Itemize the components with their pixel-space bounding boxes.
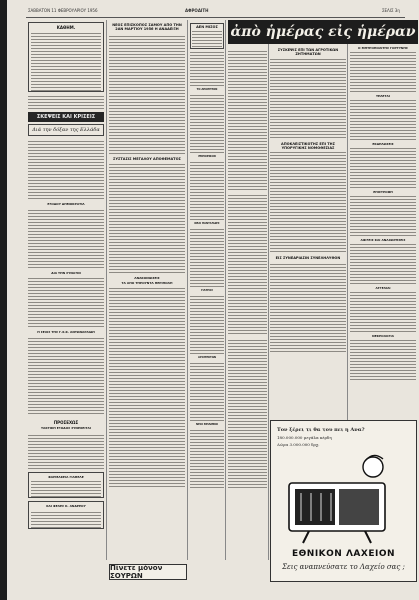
text-block [350,244,416,284]
text-block [350,340,416,380]
text-block [350,52,416,92]
text-block [28,95,104,109]
item-heading: ΑΦΙΞΕΙΣ ΚΑΙ ΑΝΑΧΩΡΗΣΕΙΣ [360,238,406,242]
masthead-box-title: ΚΑΘΗΜ. [56,25,76,30]
article-heading: ΤΑ ΑΠΟ ΤΗΡΟΥΝΤΑ ΠΕΡΙΠΟΛΗ [121,281,173,285]
article-heading: ΕΞΟΔΟΥ ΔΗΜΟΚΡΑΤΙΑ [47,202,85,206]
column-3-head-text [192,31,222,47]
souron-ad-text: Πίνετε μόνον ΣΟΥΡΩΝ [110,564,163,580]
article-text [270,262,346,352]
subtitle: Διά την δόξαν της Ελλάδα [32,127,100,133]
item-heading: ΤΕΛΕΤΑΙ [376,94,390,98]
article-heading: ΣΥΣΚΕΨΙΣ ΕΠΙ ΤΩΝ ΑΓΡΟΤΙΚΩΝ ΖΗΤΗΜΑΤΩΝ [277,48,339,56]
accordion-player-illustration [281,453,401,545]
page-number: ΣΕΛΙΣ 3η [382,8,400,13]
header-rule [26,17,405,18]
article-heading: Η ΣΕΛΙΣ ΤΗΣ Γ.Χ.Κ. ΑΝΤΩΝΑΡΑΙΔΗ [37,330,95,334]
date-line: ΣΑΒΒΑΤΟΝ 11 ΦΕΒΡΟΥΑΡΙΟΥ 1956 [28,8,98,13]
pharmacy-title: ΦΑΡΜΑΚΕΙΑ ΓΙΑΘΕΛΕ [48,475,84,479]
shop-box [28,501,104,529]
item-heading: Ο ΜΗΤΡΟΠΟΛΙΤΗΣ ΓΟΡΤΥΝΗΣ [358,46,408,50]
article-text [109,163,185,273]
lottery-ad [270,420,417,582]
column-2 [109,20,185,560]
paper-name: ΑΦΡΟΔΙΤΗ [185,8,209,13]
text-block [350,148,416,188]
item-heading: ΝΕΚΡΟΛΟΓΙΑ [372,334,394,338]
text-block [190,160,224,220]
item-heading: ΕΚΔΗΛΩΣΕΙΣ [372,142,394,146]
notice-heading: ΠΡΟΣΕΧΩΣ [53,420,79,425]
article-text [28,336,104,414]
text-block [228,338,267,488]
lottery-title: ΕΘΝΙΚΟΝ ΛΑΧΕΙΟΝ [291,549,396,559]
column-rule [187,20,188,560]
text-block [228,194,267,334]
item-heading: ΤΟ ΑΠΟΡΗΤΟΝ [196,88,218,91]
column-3-head: ΔΕΝ ΜΙΣΟΣ [196,25,218,29]
shop-text [31,510,101,528]
text-block [350,292,416,332]
item-heading: ΝΕΑΙ ΠΑΝΤΑΞΙΔΕΣ [194,222,220,225]
lottery-slogan: Σεις αναπνεύσατε το Λαχείο σας ; [282,563,405,571]
item-heading: ΓΙΑΤΡΟΣ [201,289,213,292]
text-block [190,428,224,488]
section-title: ΣΚΕΨΕΙΣ ΚΑΙ ΚΡΙΣΕΙΣ [28,112,104,122]
masthead-box [28,22,104,92]
article-heading: ΕΙΣ ΣΥΝΕΔΡΙΑΣΙΝ ΣΥΝΕΛΗΛΥΘΟΝ [275,256,341,260]
notice-subheading: ΤΑΚΤΙΚΗ ΕΞΟΔΟΣ ΣΥΝΕΧΕΙΤΑΙ [41,426,91,430]
item-heading: ΕΜΠΟΡΙΚΟΝ [198,155,216,158]
column-5 [350,20,416,410]
article-text [28,208,104,268]
column-3 [190,20,224,560]
article-heading: ΑΝΑΚΟΙΝΩΣΕΙΣ [134,276,160,280]
article-text [28,277,104,327]
pharmacy-box [28,472,104,498]
text-block [350,100,416,140]
item-heading: ΑΡΧΙΤΕΚΤΩΝ [198,356,216,359]
masthead-box-text [31,33,101,91]
lead-headline: ΝΕΟΣ ΕΠΙΣΚΟΠΟΣ ΣΑΜΟΥ ΑΠΟ ΤΗΝ 2ΑΝ ΜΑΡΤΙΟΥ 1956 Η ΑΝΑΔΕΙΞΗ [112,23,182,31]
item-heading: ΕΠΙΣΤΡΟΦΗ [373,190,393,194]
text-block [190,93,224,153]
article-text [28,139,104,199]
text-block [190,227,224,287]
column-rule [106,20,107,560]
column-rule [225,20,226,560]
lottery-line2: Δώρα 3.000.000 δρχ. [277,442,320,447]
article-text [270,58,346,138]
text-block [190,294,224,354]
accordion-keys [339,489,379,525]
scan-edge [0,0,7,600]
item-heading: ΝΕΟΙ ΘΡΙΑΜΒΟΙ [196,423,218,426]
column-1 [28,20,104,560]
text-block [190,361,224,421]
text-block [350,196,416,236]
lottery-line1: 180.000.000 μεγάλα κέρδη [277,435,332,440]
notice-text [28,433,104,469]
lead-article-text [109,34,185,154]
article-heading: ΔΙΑ ΤΗΝ ΣΥΝΑΞΙΝ [51,271,81,275]
section-banner: ἀπὸ ἡμέρας εἰς ἡμέραν [228,20,418,44]
text-block [190,52,224,86]
player-legs [303,531,371,543]
column-3-head-box [190,23,224,49]
article-heading: ΑΠΟΚΛΕΙΣΤΙΚΟΤΗΣ ΕΠΙ ΤΗΣ ΥΠΟΡΥΓΙΚΗΣ ΝΟΜΟΘΕΣΙΑΣ [281,142,335,150]
item-heading: ΑΓΓΕΛΙΑΙ [375,286,391,290]
lottery-question: Τον ξέρει τι θα του πει η Ανα? [277,427,365,433]
subtitle-box [28,124,104,136]
article-text [270,152,346,252]
souron-ad [109,564,187,580]
text-block [228,50,267,190]
column-4a [228,48,267,548]
article-text [109,287,185,487]
shop-title: ΚΑΙ ΦΕΛΕΣ Κ. ΑΝΔΡΕΟΥ [46,504,86,508]
article-heading: ΣΥΣΤΑΣΙΣ ΜΕΓΑΛΟΥ ΑΠΟΘΕΜΑΤΟΣ [113,157,181,161]
column-rule [268,20,269,560]
pharmacy-text [31,481,101,497]
